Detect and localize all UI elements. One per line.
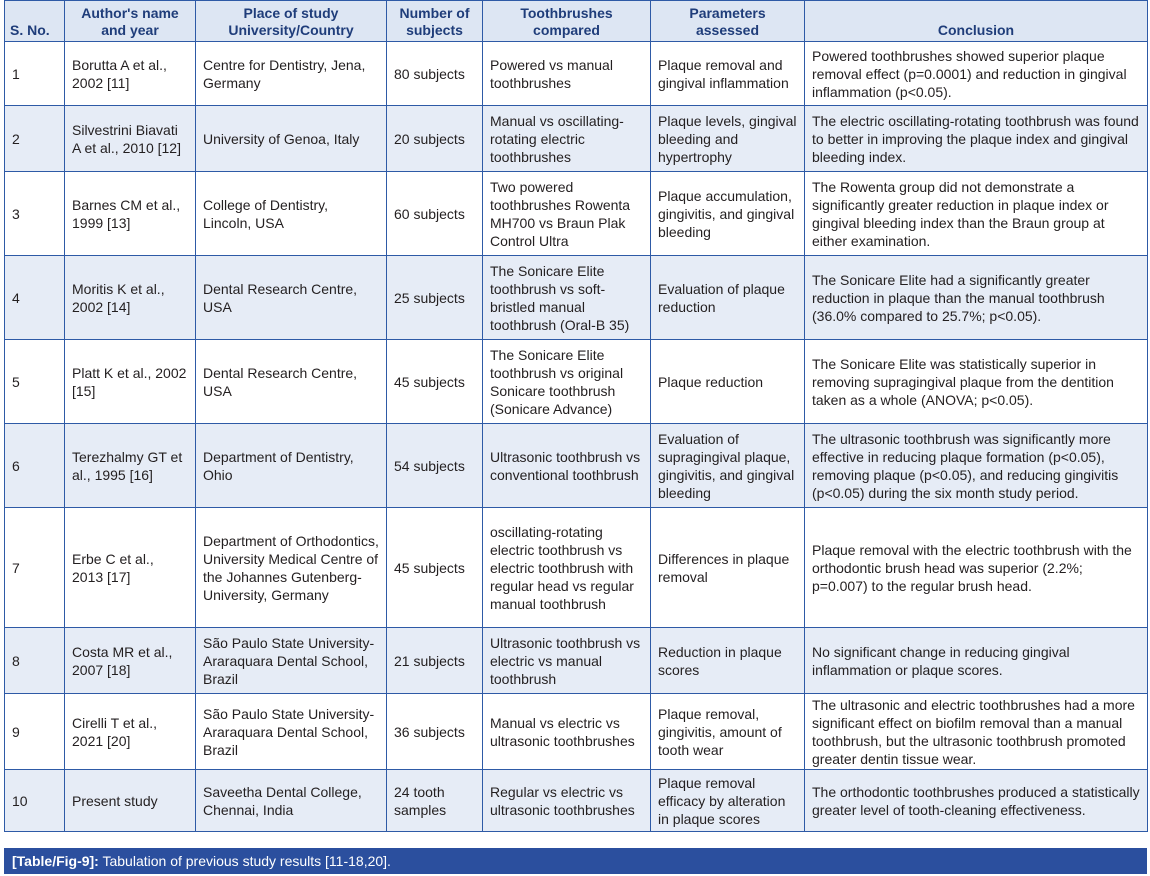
- table-row: [5, 694, 1148, 770]
- cell-conclusion: The ultrasonic and electric toothbrushes had a more significant effect on biofilm removal than a manual toothbrush, but the ultrasonic toothbrush promoted greater dentin tissue wear.: [805, 694, 1148, 770]
- cell-conclusion: The Rowenta group did not demonstrate a significantly greater reduction in plaque index or gingival bleeding index than the Braun group at either examination.: [805, 172, 1148, 256]
- table-row: [5, 172, 1148, 256]
- cell-toothbrushes: Manual vs electric vs ultrasonic toothbrushes: [483, 694, 651, 770]
- cell-conclusion: The Sonicare Elite was statistically superior in removing supragingival plaque from the dentition taken as a whole (ANOVA; p<0.05).: [805, 340, 1148, 424]
- table-header-row: [5, 1, 1148, 42]
- cell-conclusion: The orthodontic toothbrushes produced a statistically greater level of tooth-cleaning effectiveness.: [805, 770, 1148, 832]
- table-row: [5, 256, 1148, 340]
- cell-parameters: Evaluation of supragingival plaque, gingivitis, and gingival bleeding: [651, 424, 805, 508]
- table-row: [5, 628, 1148, 694]
- table-row: [5, 42, 1148, 106]
- results-table-container: [4, 0, 1147, 832]
- cell-author: Barnes CM et al., 1999 [13]: [65, 172, 196, 256]
- table-body: [5, 42, 1148, 832]
- cell-place: Saveetha Dental College, Chennai, India: [196, 770, 387, 832]
- cell-author: Cirelli T et al., 2021 [20]: [65, 694, 196, 770]
- cell-sno: 1: [5, 42, 65, 106]
- cell-subjects: 21 subjects: [387, 628, 483, 694]
- cell-sno: 5: [5, 340, 65, 424]
- cell-subjects: 36 subjects: [387, 694, 483, 770]
- cell-toothbrushes: Two powered toothbrushes Rowenta MH700 vs Braun Plak Control Ultra: [483, 172, 651, 256]
- cell-parameters: Plaque removal, gingivitis, amount of tooth wear: [651, 694, 805, 770]
- results-table: [4, 0, 1148, 832]
- cell-author: Costa MR et al., 2007 [18]: [65, 628, 196, 694]
- cell-parameters: Plaque removal and gingival inflammation: [651, 42, 805, 106]
- cell-parameters: Plaque accumulation, gingivitis, and gingival bleeding: [651, 172, 805, 256]
- cell-place: Dental Research Centre, USA: [196, 256, 387, 340]
- cell-subjects: 60 subjects: [387, 172, 483, 256]
- cell-conclusion: No significant change in reducing gingival inflammation or plaque scores.: [805, 628, 1148, 694]
- cell-place: São Paulo State University-Araraquara Dental School, Brazil: [196, 628, 387, 694]
- cell-subjects: 20 subjects: [387, 106, 483, 172]
- cell-subjects: 24 tooth samples: [387, 770, 483, 832]
- cell-place: College of Dentistry, Lincoln, USA: [196, 172, 387, 256]
- cell-toothbrushes: Ultrasonic toothbrush vs electric vs manual toothbrush: [483, 628, 651, 694]
- cell-author: Moritis K et al., 2002 [14]: [65, 256, 196, 340]
- table-caption: [4, 848, 1147, 874]
- cell-sno: 6: [5, 424, 65, 508]
- header-sno: S. No.: [5, 1, 65, 42]
- table-row: [5, 770, 1148, 832]
- cell-subjects: 45 subjects: [387, 508, 483, 628]
- cell-place: Dental Research Centre, USA: [196, 340, 387, 424]
- cell-toothbrushes: Manual vs oscillating-rotating electric toothbrushes: [483, 106, 651, 172]
- cell-author: Terezhalmy GT et al., 1995 [16]: [65, 424, 196, 508]
- cell-sno: 8: [5, 628, 65, 694]
- cell-conclusion: Plaque removal with the electric toothbrush with the orthodontic brush head was superior (2.2%; p=0.007) to the regular brush head.: [805, 508, 1148, 628]
- cell-author: Platt K et al., 2002 [15]: [65, 340, 196, 424]
- cell-subjects: 80 subjects: [387, 42, 483, 106]
- header-toothbrushes: Toothbrushes compared: [483, 1, 651, 42]
- cell-parameters: Differences in plaque removal: [651, 508, 805, 628]
- cell-author: Borutta A et al., 2002 [11]: [65, 42, 196, 106]
- cell-subjects: 45 subjects: [387, 340, 483, 424]
- cell-toothbrushes: Powered vs manual toothbrushes: [483, 42, 651, 106]
- cell-author: Present study: [65, 770, 196, 832]
- cell-parameters: Plaque removal efficacy by alteration in plaque scores: [651, 770, 805, 832]
- cell-sno: 10: [5, 770, 65, 832]
- cell-parameters: Evaluation of plaque reduction: [651, 256, 805, 340]
- cell-toothbrushes: Ultrasonic toothbrush vs conventional toothbrush: [483, 424, 651, 508]
- header-conclusion: Conclusion: [805, 1, 1148, 42]
- cell-author: Silvestrini Biavati A et al., 2010 [12]: [65, 106, 196, 172]
- cell-place: Department of Dentistry, Ohio: [196, 424, 387, 508]
- cell-subjects: 25 subjects: [387, 256, 483, 340]
- cell-sno: 7: [5, 508, 65, 628]
- cell-toothbrushes: The Sonicare Elite toothbrush vs original Sonicare toothbrush (Sonicare Advance): [483, 340, 651, 424]
- caption-label: [Table/Fig-9]:: [12, 853, 99, 869]
- cell-sno: 2: [5, 106, 65, 172]
- cell-parameters: Reduction in plaque scores: [651, 628, 805, 694]
- header-subjects: Number of subjects: [387, 1, 483, 42]
- cell-toothbrushes: The Sonicare Elite toothbrush vs soft-bristled manual toothbrush (Oral-B 35): [483, 256, 651, 340]
- cell-place: Centre for Dentistry, Jena, Germany: [196, 42, 387, 106]
- header-place: Place of study University/Country: [196, 1, 387, 42]
- cell-parameters: Plaque levels, gingival bleeding and hypertrophy: [651, 106, 805, 172]
- header-author: Author's name and year: [65, 1, 196, 42]
- cell-place: University of Genoa, Italy: [196, 106, 387, 172]
- cell-place: Department of Orthodontics, University Medical Centre of the Johannes Gutenberg-University, Germany: [196, 508, 387, 628]
- table-row: [5, 106, 1148, 172]
- header-parameters: Parameters assessed: [651, 1, 805, 42]
- cell-conclusion: The Sonicare Elite had a significantly greater reduction in plaque than the manual toothbrush (36.0% compared to 25.7%; p<0.05).: [805, 256, 1148, 340]
- cell-author: Erbe C et al., 2013 [17]: [65, 508, 196, 628]
- cell-conclusion: The electric oscillating-rotating toothbrush was found to better in improving the plaque index and gingival bleeding index.: [805, 106, 1148, 172]
- cell-conclusion: The ultrasonic toothbrush was significantly more effective in reducing plaque formation (p<0.05), removing plaque (p<0.05), and reducing gingivitis (p<0.05) during the six month study period.: [805, 424, 1148, 508]
- cell-toothbrushes: oscillating-rotating electric toothbrush vs electric toothbrush with regular head vs regular manual toothbrush: [483, 508, 651, 628]
- cell-parameters: Plaque reduction: [651, 340, 805, 424]
- table-row: [5, 340, 1148, 424]
- cell-sno: 9: [5, 694, 65, 770]
- cell-place: São Paulo State University-Araraquara Dental School, Brazil: [196, 694, 387, 770]
- caption-text: Tabulation of previous study results [11-18,20].: [98, 853, 391, 869]
- cell-subjects: 54 subjects: [387, 424, 483, 508]
- table-row: [5, 424, 1148, 508]
- table-row: [5, 508, 1148, 628]
- cell-sno: 4: [5, 256, 65, 340]
- cell-sno: 3: [5, 172, 65, 256]
- cell-toothbrushes: Regular vs electric vs ultrasonic toothbrushes: [483, 770, 651, 832]
- cell-conclusion: Powered toothbrushes showed superior plaque removal effect (p=0.0001) and reduction in gingival inflammation (p<0.05).: [805, 42, 1148, 106]
